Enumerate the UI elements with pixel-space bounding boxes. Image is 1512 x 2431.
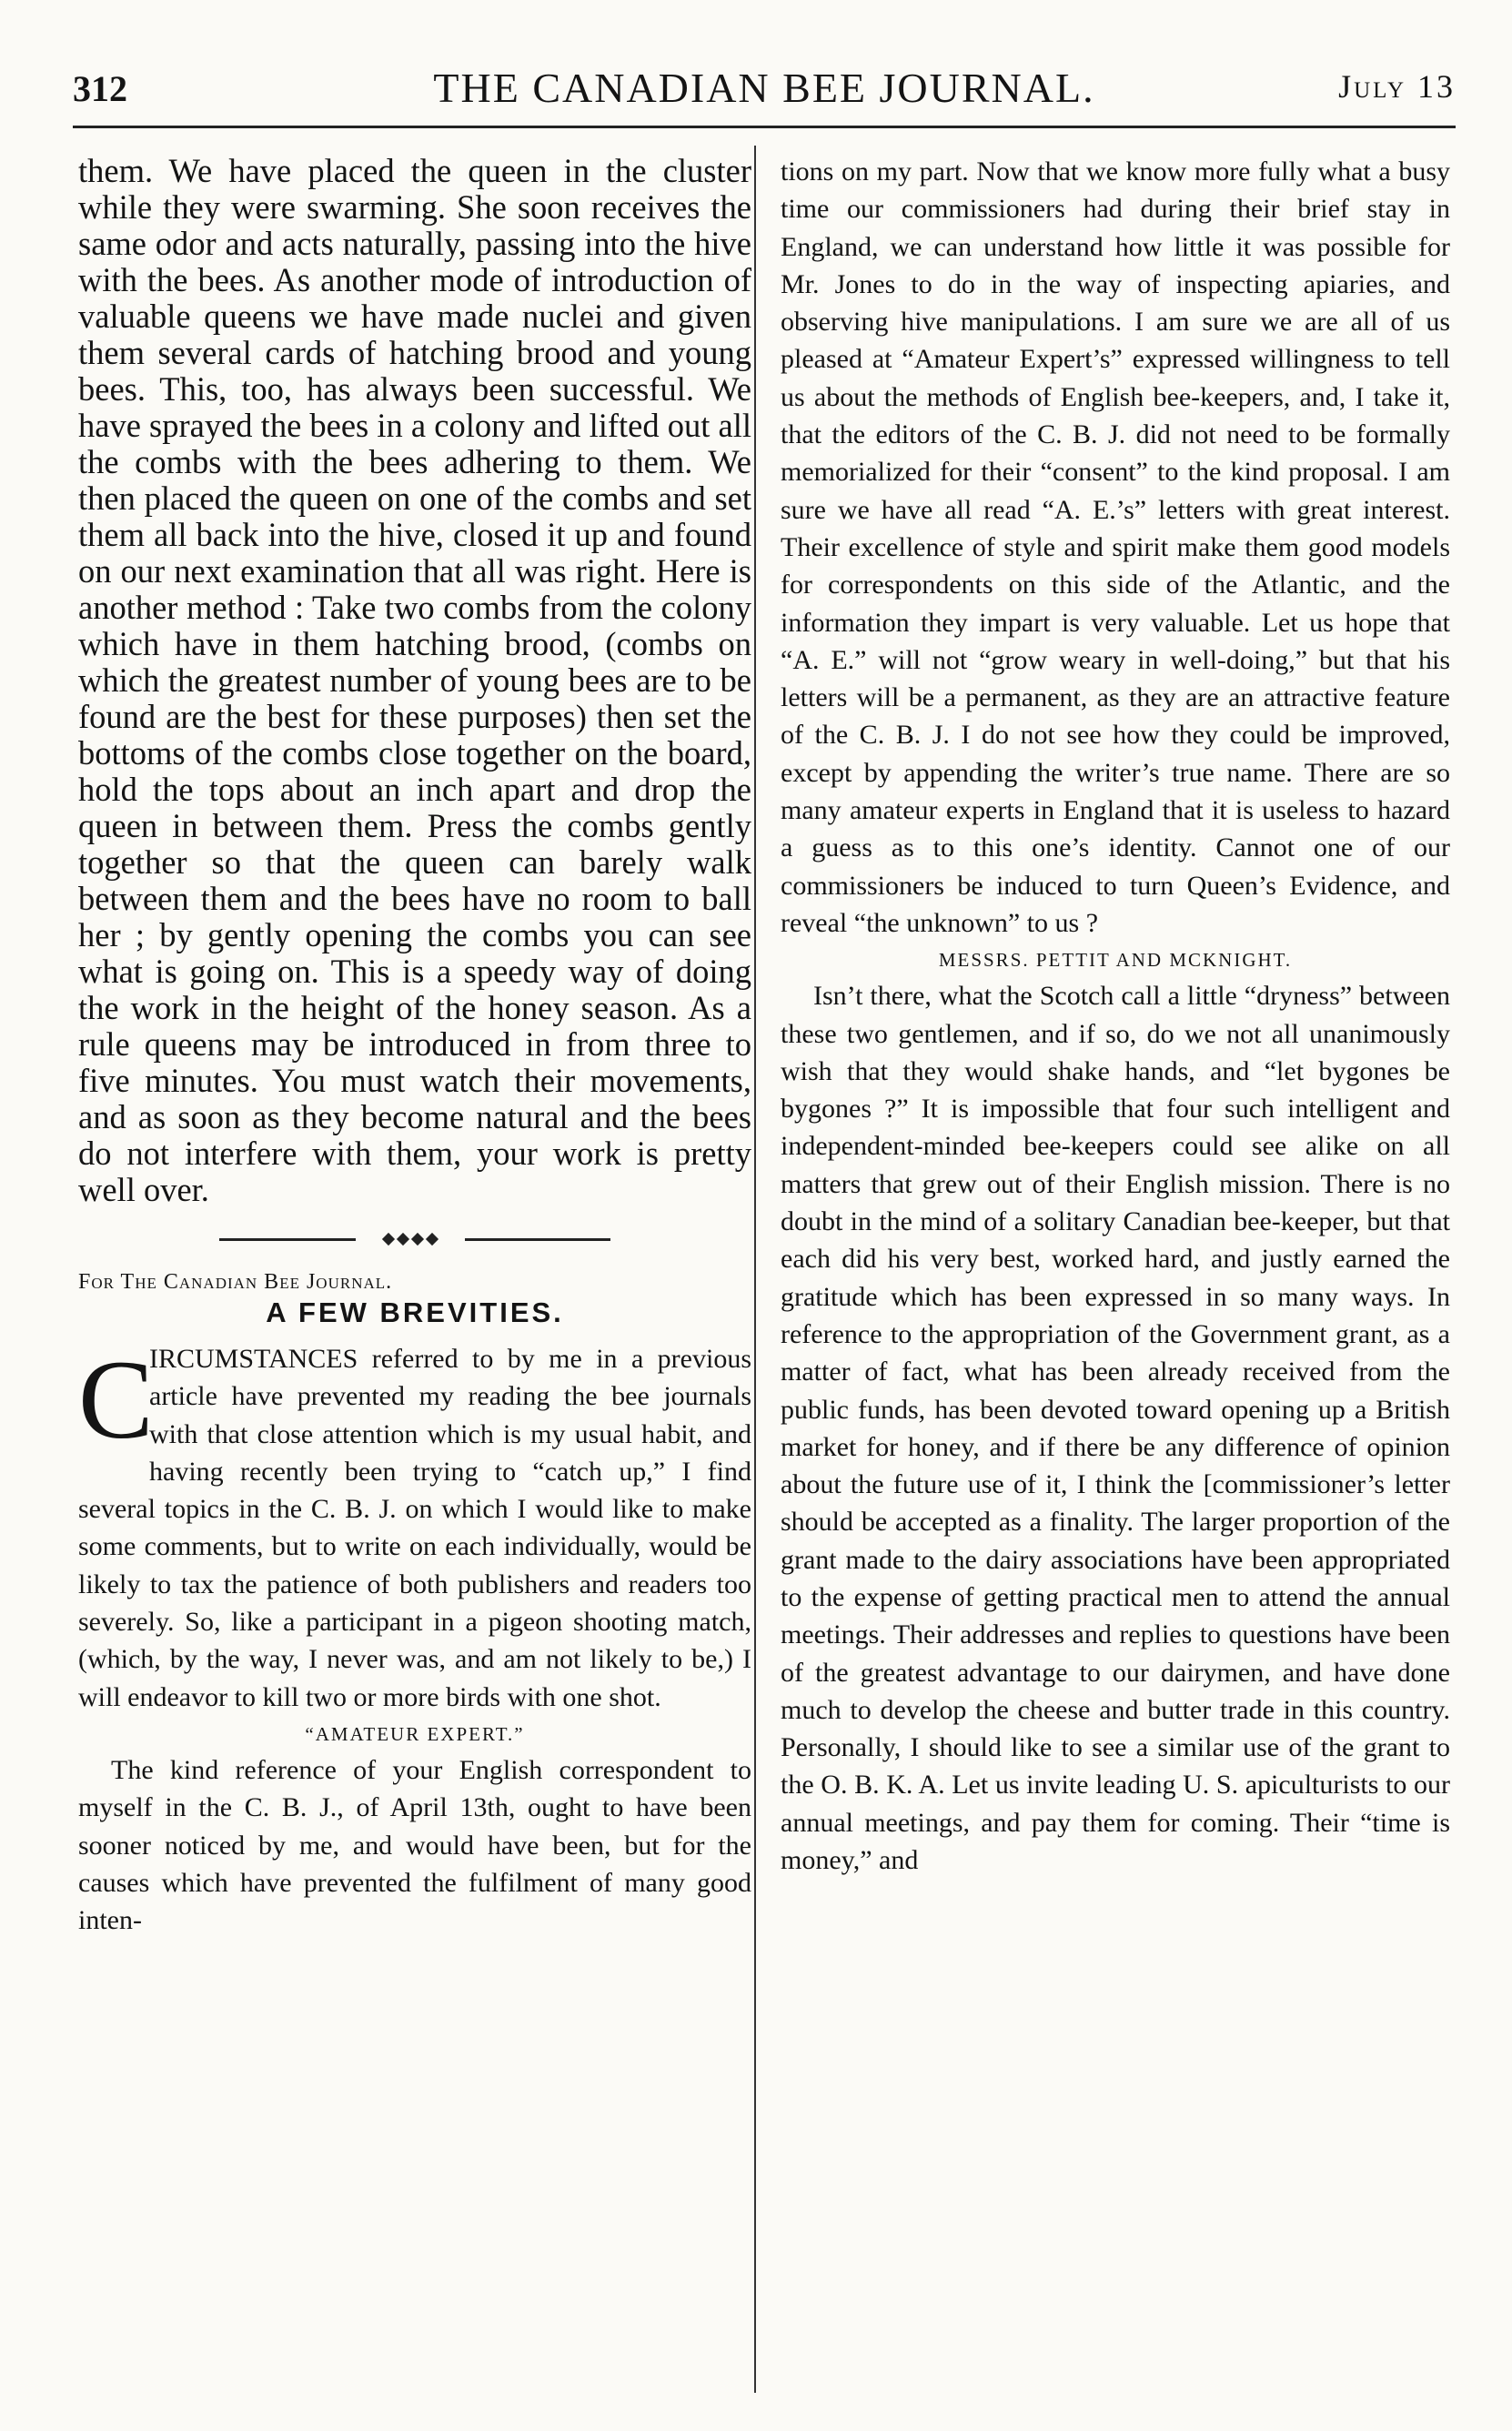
page-number: 312	[73, 68, 127, 109]
drop-cap: C	[78, 1337, 154, 1462]
article-intro	[78, 1337, 751, 1716]
article-title: A FEW BREVITIES.	[266, 1296, 564, 1328]
paragraph-amateur-continued: tions on my part. Now that we know more fully what a busy time our commissioners had during their brief stay in England, we can understand how little it was possible for Mr. Jones to do in the way of inspecting apiaries, and observing hive manipulations. I am sure we are all of us pleased at “Amateur Expert’s” expressed willingness to tell us about the methods of English bee-keepers, and, I take it, that the editors of the C. B. J. did not need to be formally memorialized for their “consent” to the kind proposal. I am sure we have all read “A. E.’s” letters with great interest. Their excellence of style and spirit make them good models for correspondents on this side of the Atlantic, and the information they impart is very valuable. Let us hope that “A. E.” will not “grow weary in well-doing,” but that his letters will be a permanent, as they are an attractive feature of the C. B. J. I do not see how they could be improved, except by appending the writer’s true name. There are so many amateur experts in England that it is useless to hazard a guess as to this one’s identity. Cannot one of our commissioners be induced to turn Queen’s Evidence, and reveal “the unknown” to us ?	[781, 156, 1450, 938]
right-column	[781, 153, 1450, 1879]
section-ornament	[219, 1230, 610, 1248]
page-header	[73, 64, 1456, 118]
subhead-amateur-expert: “AMATEUR EXPERT.”	[305, 1722, 525, 1745]
issue-date: July 13	[1338, 68, 1456, 105]
subhead-pettit-mcknight: MESSRS. PETTIT AND MCKNIGHT.	[938, 949, 1293, 972]
left-column	[78, 153, 751, 1939]
intro-text: referred to by me in a previous article have prevented my reading the bee journals with that close attention which is my usual habit, and having recently been trying to “catch up,” I find several topics in the C. B. J. on which I would like to make some comments, but to write on each individually, would be likely to tax the patience of both publishers and readers too severely. So, like a participant in a pigeon shooting match, (which, by the way, I never was, and am not likely to be,) I will endeavor to kill two or more birds with one shot.	[78, 1344, 751, 1712]
continued-paragraph: them. We have placed the queen in the cluster while they were swarming. She soon receives the same odor and acts naturally, passing into the hive with the bees. As another mode of introduction of valuable queens we have made nuclei and given them several cards of hatching brood and young bees. This, too, has always been successful. We have sprayed the bees in a colony and lifted out all the combs with the bees adhering to them. We then placed the queen on one of the combs and set them all back into the hive, closed it up and found on our next examination that all was right. Here is another method : Take two combs from the colony which have in them hatching brood, (combs on which the greatest number of young bees are to be found are the best for these purposes) then set the bottoms of the combs close together on the board, hold the tops about an inch apart and drop the queen in between them. Press the combs gently together so that the queen can barely walk between them and the bees have no room to ball her ; by gently opening the combs you can see what is going on. This is a speedy way of doing the work in the height of the honey season. As a rule queens may be introduced in from three to five minutes. You must watch their movements, and as soon as they become natural and the bees do not interfere with them, your work is pretty well over.	[78, 152, 751, 1208]
journal-title: THE CANADIAN BEE JOURNAL.	[433, 65, 1095, 111]
paragraph-amateur-start: The kind reference of your English correspondent to myself in the C. B. J., of April 13th, ought to have been sooner noticed by me, and would have been, but for the causes which have prevented the fulfilment of many good inten-	[78, 1754, 751, 1936]
header-rule	[73, 126, 1456, 128]
intro-caps: IRCUMSTANCES	[149, 1344, 358, 1374]
column-divider	[754, 146, 756, 2393]
paragraph-pettit: Isn’t there, what the Scotch call a little “dryness” between these two gentlemen, and if so, do we not all unanimously wish that they would shake hands, and “let bygones be bygones ?” It is impossible that four such intelligent and independent-minded bee-keepers could see alike on all matters that grew out of their English mission. There is no doubt in the mind of a solitary Canadian bee-keeper, but that each did his very best, worked hard, and justly earned the gratitude which has been expressed in so many ways. In reference to the appropriation of the Government grant, as a matter of fact, what has been already received from the public funds, has been devoted toward opening up a British market for honey, and if there be any difference of opinion about the future use of it, I think the [commissioner’s letter should be accepted as a finality. The larger proportion of the grant made to the dairy associations have been appropriated to the expense of getting practical men to attend the annual meetings. Their addresses and replies to questions have been of the greatest advantage to our dairymen, and have done much to develop the cheese and butter trade in this country. Personally, I should like to see a similar use of the grant to the O. B. K. A. Let us invite leading U. S. apiculturists to our annual meetings, and pay them for coming. Their “time is money,” and	[781, 981, 1450, 1876]
for-journal-line: For The Canadian Bee Journal.	[78, 1270, 393, 1294]
